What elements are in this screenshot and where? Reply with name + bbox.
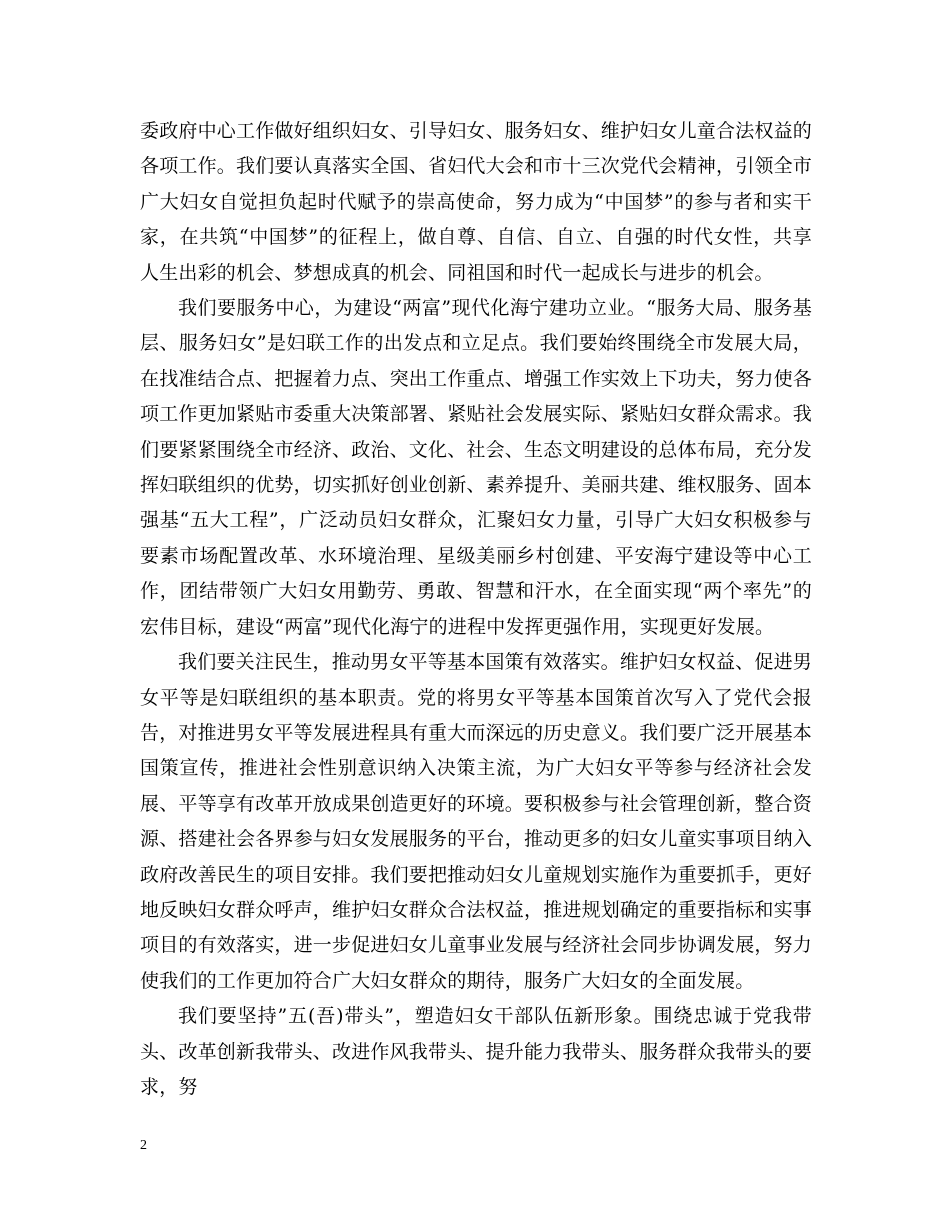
paragraph-2: 我们要服务中心，为建设“两富”现代化海宁建功立业。“服务大局、服务基层、服务妇女”是妇联工作的出发点和立足点。我们要始终围绕全市发展大局，在找准结合点、把握着力点、突出工作重点、增强工作实效上下功夫，努力使各项工作更加紧贴市委重大决策部署、紧贴社会发展实际、紧贴妇女群众需求。我们要紧紧围绕全市经济、政治、文化、社会、生态文明建设的总体布局，充分发挥妇联组织的优势，切实抓好创业创新、素养提升、美丽共建、维权服务、固本强基“五大工程”，广泛动员妇女群众，汇聚妇女力量，引导广大妇女积极参与要素市场配置改革、水环境治理、星级美丽乡村创建、平安海宁建设等中心工作，团结带领广大妇女用勤劳、勇敢、智慧和汗水，在全面实现“两个率先”的宏伟目标，建设“两富”现代化海宁的进程中发挥更强作用，实现更好发展。 <box>140 297 813 638</box>
document-body <box>140 114 812 1105</box>
page-number: 2 <box>140 1138 147 1153</box>
paragraph-3: 我们要关注民生，推动男女平等基本国策有效落实。维护妇女权益、促进男女平等是妇联组织的基本职责。党的将男女平等基本国策首次写入了党代会报告，对推进男女平等发展进程具有重大而深远的历史意义。我们要广泛开展基本国策宣传，推进社会性别意识纳入决策主流，为广大妇女平等参与经济社会发展、平等享有改革开放成果创造更好的环境。要积极参与社会管理创新，整合资源、搭建社会各界参与妇女发展服务的平台，推动更多的妇女儿童实事项目纳入政府改善民生的项目安排。我们要把推动妇女儿童规划实施作为重要抓手，更好地反映妇女群众呼声，维护妇女群众合法权益，推进规划确定的重要指标和实事项目的有效落实，进一步促进妇女儿童事业发展与经济社会同步协调发展，努力使我们的工作更加符合广大妇女群众的期待，服务广大妇女的全面发展。 <box>140 651 813 992</box>
paragraph-4: 我们要坚持”五(吾)带头”，塑造妇女干部队伍新形象。围绕忠诚于党我带头、改革创新我带头、改进作风我带头、提升能力我带头、服务群众我带头的要求，努 <box>140 1005 813 1098</box>
paragraph-1: 委政府中心工作做好组织妇女、引导妇女、服务妇女、维护妇女儿童合法权益的各项工作。我们要认真落实全国、省妇代大会和市十三次党代会精神，引领全市广大妇女自觉担负起时代赋予的崇高使命，努力成为“中国梦”的参与者和实干家，在共筑“中国梦”的征程上，做自尊、自信、自立、自强的时代女性，共享人生出彩的机会、梦想成真的机会、同祖国和时代一起成长与进步的机会。 <box>140 120 813 284</box>
